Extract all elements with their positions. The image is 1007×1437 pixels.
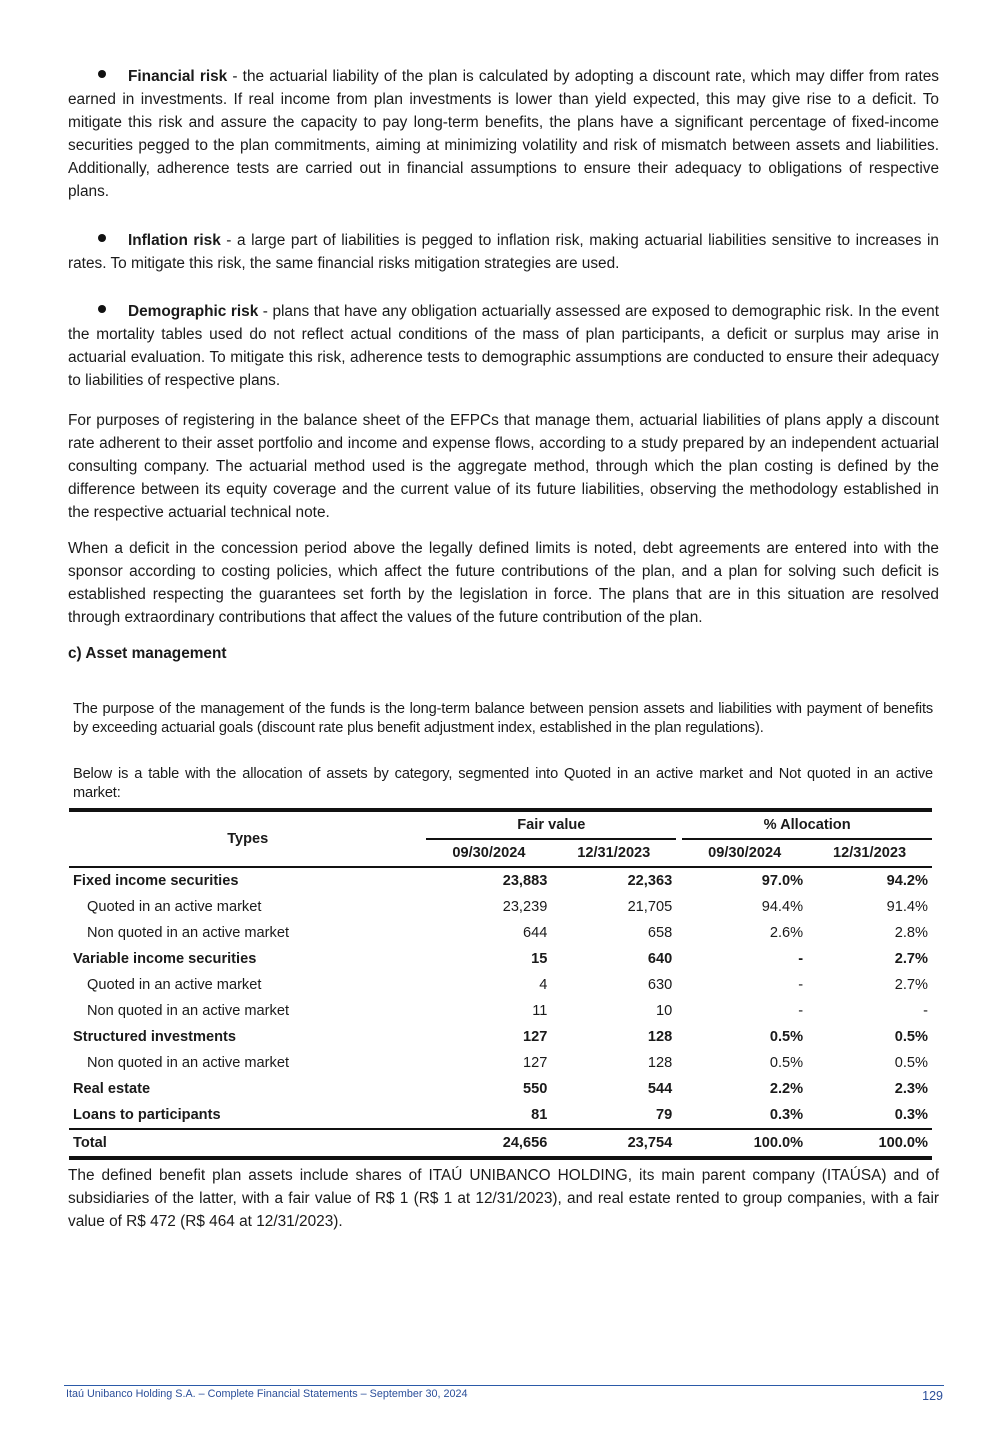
defined-benefit-paragraph: The defined benefit plan assets include shares of ITAÚ UNIBANCO HOLDING, its main parent company (ITAÚSA) and of subsidiaries of the latter, with a fair value of R$ 1 (R$ 1 at 12/31/2023), and real estate rented to group companies, with a fair value of R$ 472 (R$ 464 at 12/31/2023). [68, 1167, 939, 1230]
cell-value: 550 [522, 1081, 548, 1097]
cell-value: 91.4% [886, 899, 928, 915]
total-value: 23,754 [551, 1129, 676, 1158]
cell-value: 94.2% [886, 873, 928, 889]
cell-value: 2.7% [894, 977, 928, 993]
footer-divider [64, 1385, 944, 1386]
cell-value: 11 [532, 1003, 548, 1019]
section-heading-asset-management: c) Asset management [68, 645, 227, 662]
cell-value: 21,705 [627, 899, 673, 915]
bullet-icon [68, 65, 128, 88]
row-label: Non quoted in an active market [87, 925, 289, 941]
table-row [69, 1076, 932, 1102]
cell-value: 127 [522, 1029, 548, 1045]
cell-value: 79 [655, 1107, 673, 1123]
cell-value: 81 [531, 1107, 548, 1123]
risk-text: - plans that have any obligation actuarially assessed are exposed to demographic risk. In the event the mortality tables used do not reflect actual conditions of the mass of plan participants, a deficit or surplus may arise in actuarial evaluation. To mitigate this risk, adherence tests to demographic assumptions are conducted to ensure their adequacy to liabilities of respective plans. [68, 303, 939, 389]
cell-value: 128 [647, 1029, 673, 1045]
cell-value: 2.3% [894, 1081, 928, 1097]
financial-risk-paragraph [68, 65, 939, 203]
cell-value: 644 [522, 925, 548, 941]
table-intro-paragraph: Below is a table with the allocation of assets by category, segmented into Quoted in an active market and Not quoted in an active market: [73, 766, 933, 801]
table-row [69, 867, 932, 894]
table-header-row [69, 810, 932, 839]
cell-value: 0.5% [894, 1055, 928, 1071]
cell-value: 0.3% [894, 1107, 928, 1123]
cell-value: 0.5% [769, 1029, 804, 1045]
cell-value: 2.6% [769, 925, 804, 941]
cell-value: 10 [655, 1003, 673, 1019]
total-value: 100.0% [682, 1129, 807, 1158]
page-number: 129 [922, 1389, 943, 1403]
table-row [69, 920, 932, 946]
row-label: Quoted in an active market [87, 977, 262, 993]
total-value: 24,656 [426, 1129, 551, 1158]
row-label: Quoted in an active market [87, 899, 262, 915]
row-label: Real estate [73, 1081, 151, 1097]
risk-title: Inflation risk [128, 232, 221, 249]
cell-value: 15 [531, 951, 548, 967]
table-row [69, 972, 932, 998]
cell-value: 658 [647, 925, 673, 941]
date-header: 12/31/2023 [807, 839, 932, 867]
table-row [69, 998, 932, 1024]
balance-sheet-paragraph: For purposes of registering in the balance sheet of the EFPCs that manage them, actuarial liabilities of plans apply a discount rate adherent to their asset portfolio and income and expense flows, according to a study prepared by an independent actuarial consulting company. The actuarial method used is the aggregate method, through which the plan costing is defined by the difference between its equity coverage and the current value of its future liabilities, observing the methodology established in the respective actuarial technical note. [68, 412, 939, 521]
row-label: Variable income securities [73, 951, 257, 967]
asset-allocation-table [69, 808, 932, 1160]
bullet-icon [68, 300, 128, 323]
cell-value: 0.5% [894, 1029, 928, 1045]
allocation-header: % Allocation [682, 810, 932, 839]
cell-value: - [798, 1003, 804, 1019]
cell-value: 4 [539, 977, 548, 993]
total-label: Total [69, 1129, 426, 1158]
cell-value: 0.5% [769, 1055, 804, 1071]
cell-value: 2.2% [769, 1081, 804, 1097]
deficit-paragraph: When a deficit in the concession period above the legally defined limits is noted, debt agreements are entered into with the sponsor according to costing policies, which affect the future contributions of the plan, and a plan for solving such deficit is established respecting the guarantees set forth by the legislation in force. The plans that are in this situation are resolved through extraordinary contributions that affect the values of the future contribution of the plan. [68, 540, 939, 626]
row-label: Non quoted in an active market [87, 1055, 289, 1071]
row-label: Loans to participants [73, 1107, 221, 1123]
demographic-risk-paragraph [68, 300, 939, 392]
bullet-icon [68, 229, 128, 252]
cell-value: 97.0% [761, 873, 804, 889]
total-value: 100.0% [807, 1129, 932, 1158]
footer-text: Itaú Unibanco Holding S.A. – Complete Financial Statements – September 30, 2024 [66, 1388, 468, 1400]
cell-value: 94.4% [761, 899, 804, 915]
table-row [69, 1024, 932, 1050]
risk-text: - a large part of liabilities is pegged to inflation risk, making actuarial liabilities sensitive to increases in rates. To mitigate this risk, the same financial risks mitigation strategies are used. [68, 232, 939, 272]
cell-value: 2.7% [894, 951, 928, 967]
table-row [69, 894, 932, 920]
risk-title: Financial risk [128, 68, 228, 85]
cell-value: 23,883 [502, 873, 548, 889]
date-header: 12/31/2023 [551, 839, 676, 867]
cell-value: 640 [647, 951, 673, 967]
fair-value-header: Fair value [426, 810, 676, 839]
date-header: 09/30/2024 [682, 839, 807, 867]
row-label: Non quoted in an active market [87, 1003, 289, 1019]
inflation-risk-paragraph [68, 229, 939, 275]
cell-value: 128 [647, 1055, 673, 1071]
cell-value: 544 [647, 1081, 673, 1097]
cell-value: - [923, 1003, 928, 1019]
risk-title: Demographic risk [128, 303, 259, 320]
table-row [69, 1050, 932, 1076]
row-label: Fixed income securities [73, 873, 239, 889]
risk-text: - the actuarial liability of the plan is calculated by adopting a discount rate, which may differ from rates earned in investments. If real income from plan investments is lower than yield expected, this may give rise to a deficit. To mitigate this risk and assure the capacity to pay long-term benefits, the plans have a significant percentage of fixed-income securities pegged to the plan commitments, aiming at minimizing volatility and risk of mismatch between assets and liabilities. Additionally, adherence tests are carried out in financial assumptions to ensure their adequacy to obligations of respective plans. [68, 68, 940, 200]
cell-value: 0.3% [769, 1107, 804, 1123]
cell-value: - [798, 977, 804, 993]
table-total-row [69, 1129, 932, 1158]
row-label: Structured investments [73, 1029, 237, 1045]
cell-value: 127 [522, 1055, 548, 1071]
cell-value: 2.8% [894, 925, 928, 941]
cell-value: 22,363 [627, 873, 673, 889]
cell-value: 23,239 [502, 899, 548, 915]
date-header: 09/30/2024 [426, 839, 551, 867]
types-header: Types [69, 810, 426, 867]
table-row [69, 1102, 932, 1129]
cell-value: 630 [647, 977, 673, 993]
cell-value: - [798, 951, 804, 967]
table-row [69, 946, 932, 972]
purpose-paragraph: The purpose of the management of the funds is the long-term balance between pension assets and liabilities with payment of benefits by exceeding actuarial goals (discount rate plus benefit adjustment index, established in the plan regulations). [73, 701, 933, 736]
